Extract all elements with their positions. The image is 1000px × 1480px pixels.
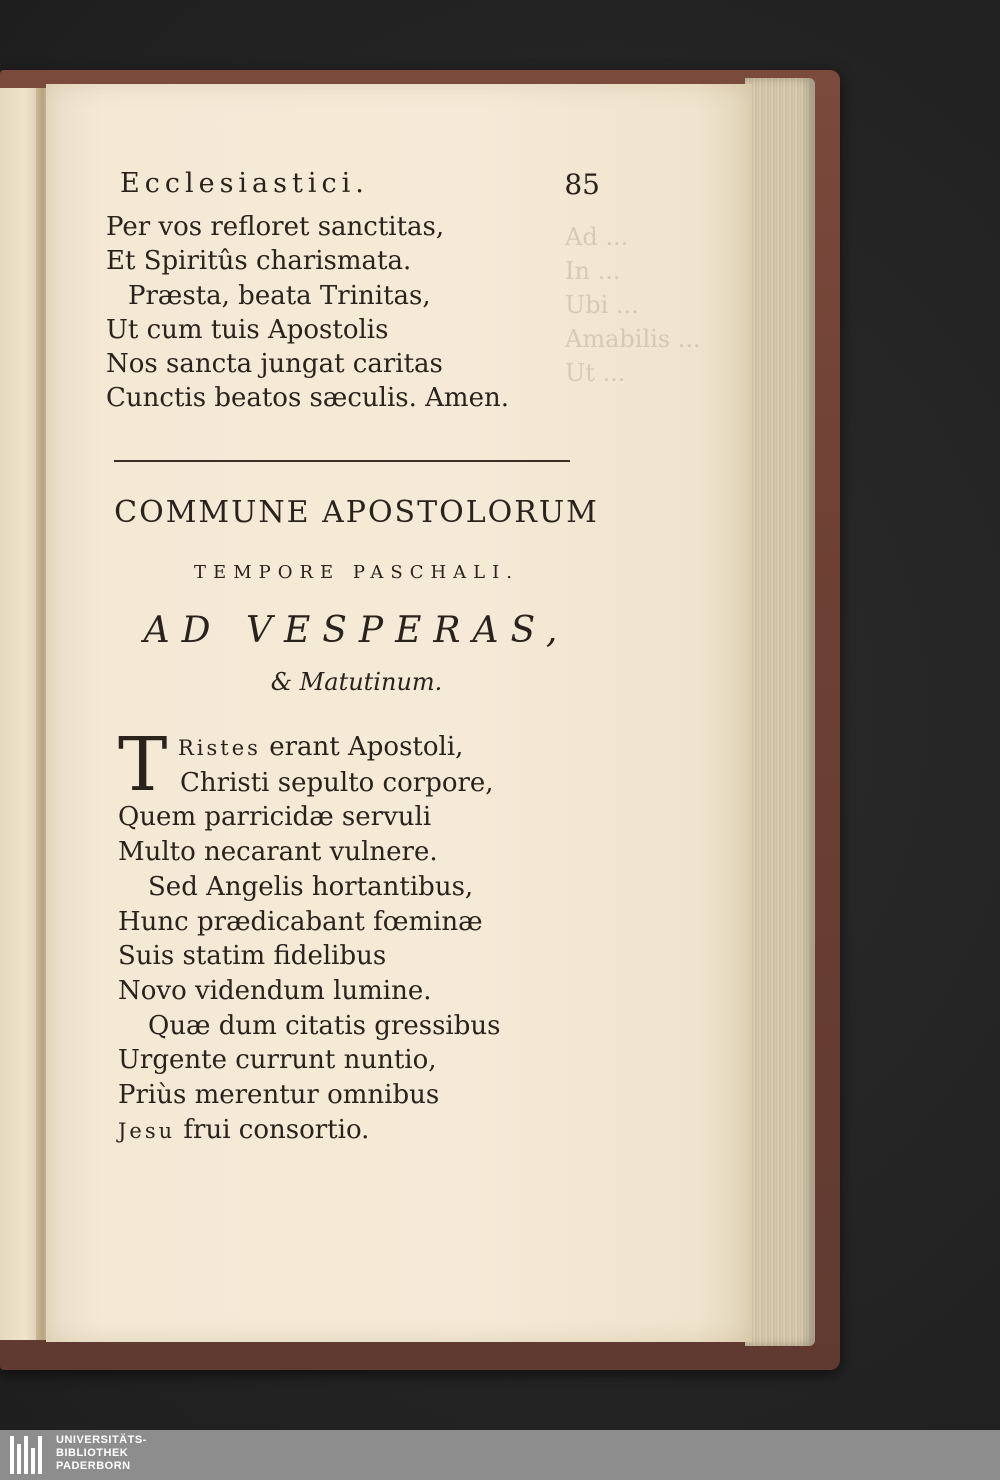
running-head: [120, 168, 600, 201]
section-subtitle: TEMPORE PASCHALI.: [194, 562, 519, 583]
section-divider: [114, 460, 570, 462]
hymn-first-word: Ristes: [178, 736, 261, 760]
hymn-last-prefix: Jesu: [118, 1118, 176, 1143]
verse-line: [118, 730, 500, 766]
footer-bar: [0, 1430, 1000, 1480]
verse-line: Suis statim fidelibus: [118, 941, 387, 972]
running-head-title: Ecclesiastici.: [120, 168, 369, 199]
verse-line: Ut cum tuis Apostolis: [106, 314, 389, 345]
verse-line: Hunc prædicabant fœminæ: [118, 906, 483, 937]
verse-line: Sed Angelis hortantibus,: [148, 871, 474, 902]
verse-line: Præsta, beata Trinitas,: [128, 280, 431, 311]
closing-stanza: [106, 210, 509, 416]
library-logo-icon: [10, 1436, 46, 1474]
verse-line: Quæ dum citatis gressibus: [148, 1010, 501, 1041]
verse-line: Quem parricidæ servuli: [118, 802, 432, 833]
verse-line-text: erant Apostoli,: [269, 732, 464, 762]
verse-line: Cunctis beatos sæculis. Amen.: [106, 383, 509, 414]
logo-line: UNIVERSITÄTS-: [56, 1434, 147, 1446]
verse-line-text: frui consortio.: [183, 1114, 370, 1145]
verse-line: Novo videndum lumine.: [118, 975, 432, 1006]
hymn: [118, 722, 501, 1148]
drop-cap: T: [118, 722, 168, 808]
hour-subtitle: & Matutinum.: [270, 668, 443, 696]
page-edges: [745, 78, 815, 1346]
logo-line: PADERBORN: [56, 1460, 131, 1472]
verse-line: Multo necarant vulnere.: [118, 837, 438, 868]
show-through-text: Ad ... In ... Ubi ... Amabilis ... Ut ...: [565, 223, 701, 387]
verse-line: [118, 1113, 500, 1149]
logo-line: BIBLIOTHEK: [56, 1447, 129, 1459]
page-number: 85: [564, 168, 600, 201]
library-logo-text: [56, 1434, 147, 1473]
section-title: COMMUNE APOSTOLORUM: [114, 495, 599, 530]
verse-line: Urgente currunt nuntio,: [118, 1045, 437, 1076]
verse-line: Nos sancta jungat caritas: [106, 349, 443, 380]
verse-line: Et Spiritûs charismata.: [106, 246, 412, 277]
verse-line: Per vos refloret sanctitas,: [106, 212, 445, 242]
verse-line: Christi sepulto corpore,: [180, 767, 494, 798]
hour-title: AD VESPERAS,: [143, 610, 570, 651]
verse-line: Priùs merentur omnibus: [118, 1080, 440, 1111]
